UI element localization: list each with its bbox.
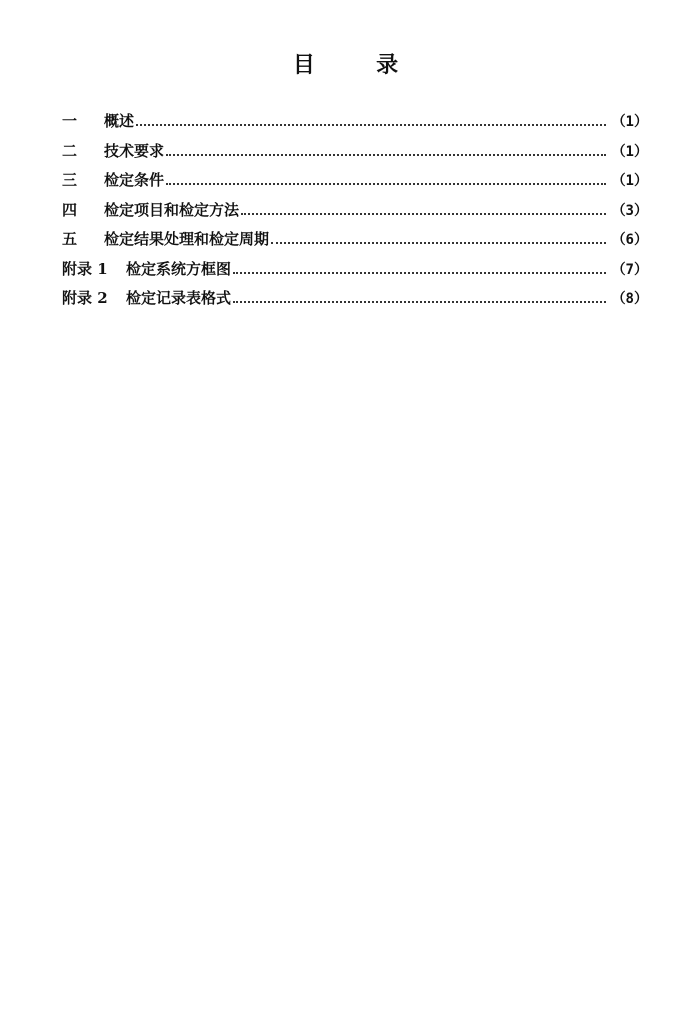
toc-entry-number: 五 <box>62 230 78 248</box>
toc-entry-label: 检定记录表格式 <box>126 289 232 307</box>
dot-leader <box>136 124 606 126</box>
toc-entry-label: 检定系统方框图 <box>126 259 232 278</box>
toc-entry-overview[interactable] <box>62 110 648 140</box>
toc-entry-label: 检定结果处理和检定周期 <box>104 230 270 248</box>
toc-entry-page: （8） <box>611 291 648 307</box>
toc-entry-technical-requirements[interactable] <box>62 140 648 170</box>
dot-leader <box>166 154 606 156</box>
toc-entry-number: 一 <box>62 112 78 130</box>
toc-entry-page: （6） <box>611 232 648 248</box>
toc-entry-label: 技术要求 <box>104 141 165 160</box>
toc-entry-appendix-2[interactable] <box>62 287 648 317</box>
toc-entry-label: 检定条件 <box>104 171 165 189</box>
dot-leader <box>241 213 606 215</box>
toc-entry-number: 三 <box>62 171 78 189</box>
toc-entry-number: 四 <box>62 200 78 219</box>
toc-entry-number: 附录 2 <box>62 289 108 307</box>
dot-leader <box>271 242 606 244</box>
toc-entry-page: （1） <box>611 114 648 130</box>
dot-leader <box>166 183 606 185</box>
toc-entry-page: （7） <box>611 261 648 278</box>
table-of-contents <box>62 110 648 317</box>
toc-entry-number: 附录 1 <box>62 259 108 278</box>
toc-entry-verification-conditions[interactable] <box>62 169 648 199</box>
toc-entry-appendix-1[interactable] <box>62 258 648 288</box>
toc-entry-number: 二 <box>62 141 78 160</box>
dot-leader <box>233 301 606 303</box>
toc-entry-page: （1） <box>611 173 648 189</box>
toc-entry-verification-items-methods[interactable] <box>62 199 648 229</box>
toc-entry-page: （1） <box>611 143 648 160</box>
toc-entry-label: 概述 <box>104 112 135 130</box>
toc-title: 目 录 <box>292 52 399 78</box>
toc-entry-results-and-period[interactable] <box>62 228 648 258</box>
toc-entry-label: 检定项目和检定方法 <box>104 200 240 219</box>
dot-leader <box>233 272 606 274</box>
toc-entry-page: （3） <box>611 202 648 219</box>
